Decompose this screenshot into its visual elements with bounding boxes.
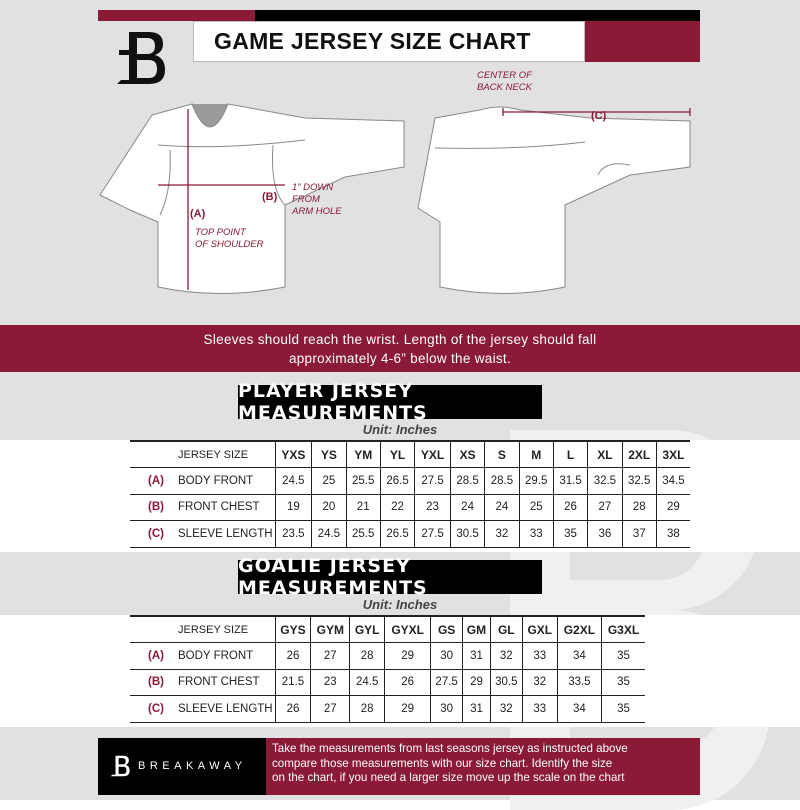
row-letter: (A) <box>148 474 164 487</box>
goalie-unit: Unit: Inches <box>362 597 438 612</box>
table-cell: 32 <box>490 643 522 670</box>
size-header: GS <box>431 616 463 643</box>
player-size-table <box>130 440 690 548</box>
size-header: YS <box>312 441 346 468</box>
size-header: YXL <box>415 441 451 468</box>
table-cell: 24 <box>485 494 519 521</box>
table-cell: 25 <box>312 468 346 495</box>
label-c: (C) <box>591 110 607 122</box>
table-cell: 23 <box>415 494 451 521</box>
row-label <box>130 643 275 670</box>
row-name: SLEEVE LENGTH <box>178 702 273 715</box>
table-cell: 38 <box>656 521 690 548</box>
table-cell: 24.5 <box>275 468 312 495</box>
table-cell: 26 <box>275 643 311 670</box>
table-cell: 32.5 <box>588 468 622 495</box>
label-b-note <box>292 182 342 218</box>
row-name: BODY FRONT <box>178 649 254 662</box>
table-cell: 29 <box>463 669 491 696</box>
table-cell: 19 <box>275 494 312 521</box>
header-label: JERSEY SIZE <box>178 623 249 636</box>
size-header: GM <box>463 616 491 643</box>
size-header: M <box>519 441 553 468</box>
table-cell: 28 <box>350 696 385 723</box>
row-letter: (C) <box>148 527 164 540</box>
table-cell: 27.5 <box>415 468 451 495</box>
table-cell: 29 <box>385 696 431 723</box>
size-header: S <box>485 441 519 468</box>
row-letter: (C) <box>148 702 164 715</box>
size-header: 3XL <box>656 441 690 468</box>
banner-line: approximately 4-6” below the waist. <box>288 351 512 366</box>
table-cell: 24.5 <box>312 521 346 548</box>
size-header: XS <box>450 441 484 468</box>
size-header: G2XL <box>557 616 601 643</box>
table-cell: 32 <box>490 696 522 723</box>
table-cell: 29 <box>656 494 690 521</box>
table-header-row <box>130 616 645 643</box>
table-cell: 29 <box>385 643 431 670</box>
note-line: OF SHOULDER <box>195 239 264 250</box>
size-header: L <box>553 441 587 468</box>
table-row <box>130 643 645 670</box>
size-header: G3XL <box>601 616 645 643</box>
size-header: XL <box>588 441 622 468</box>
table-cell: 30 <box>431 643 463 670</box>
table-row <box>130 521 690 548</box>
row-label <box>130 468 275 495</box>
banner-line: Sleeves should reach the wrist. Length of the jersey should fall <box>203 332 597 347</box>
table-cell: 34.5 <box>656 468 690 495</box>
table-cell: 25.5 <box>346 521 380 548</box>
footer-line: on the chart, if you need a larger size move up the scale on the chart <box>272 771 625 784</box>
table-cell: 33 <box>522 696 557 723</box>
table-cell: 30.5 <box>490 669 522 696</box>
note-line: 1” DOWN <box>292 182 334 193</box>
brand-name: BREAKAWAY <box>138 760 247 772</box>
row-name: FRONT CHEST <box>178 501 260 514</box>
table-cell: 26.5 <box>380 521 414 548</box>
page-title: GAME JERSEY SIZE CHART <box>193 21 585 62</box>
label-a: (A) <box>190 208 206 220</box>
row-letter: (B) <box>148 501 164 514</box>
table-cell: 26.5 <box>380 468 414 495</box>
table-cell: 27.5 <box>431 669 463 696</box>
back-jersey <box>418 107 690 294</box>
table-cell: 34 <box>557 643 601 670</box>
size-header: GYS <box>275 616 311 643</box>
row-letter: (B) <box>148 676 164 689</box>
footer-line: Take the measurements from last seasons jersey as instructed above <box>272 742 628 755</box>
size-header: YL <box>380 441 414 468</box>
table-cell: 31.5 <box>553 468 587 495</box>
table-cell: 35 <box>601 669 645 696</box>
table-cell: 27.5 <box>415 521 451 548</box>
table-cell: 23.5 <box>275 521 312 548</box>
table-cell: 26 <box>553 494 587 521</box>
note-line: BACK NECK <box>477 82 532 93</box>
table-cell: 27 <box>311 696 350 723</box>
table-cell: 26 <box>275 696 311 723</box>
table-cell: 30 <box>431 696 463 723</box>
footer-logo <box>110 748 132 784</box>
fit-guidance-banner <box>0 325 800 372</box>
size-header: GL <box>490 616 522 643</box>
note-line: CENTER OF <box>477 70 532 81</box>
table-cell: 25.5 <box>346 468 380 495</box>
table-cell: 34 <box>557 696 601 723</box>
table-row <box>130 696 645 723</box>
table-cell: 28 <box>350 643 385 670</box>
player-section-title: PLAYER JERSEY MEASUREMENTS <box>238 385 542 419</box>
table-cell: 30.5 <box>450 521 484 548</box>
table-cell: 31 <box>463 696 491 723</box>
label-c-note <box>477 70 532 94</box>
note-line: TOP POINT <box>195 227 246 238</box>
size-header: GXL <box>522 616 557 643</box>
table-cell: 26 <box>385 669 431 696</box>
row-letter: (A) <box>148 649 164 662</box>
row-label <box>130 696 275 723</box>
table-cell: 37 <box>622 521 656 548</box>
goalie-size-table <box>130 615 645 723</box>
table-header-row <box>130 441 690 468</box>
size-header: YXS <box>275 441 312 468</box>
note-line: ARM HOLE <box>292 206 342 217</box>
header-label: JERSEY SIZE <box>178 448 249 461</box>
player-unit: Unit: Inches <box>362 422 438 437</box>
front-jersey <box>100 104 404 294</box>
table-cell: 32.5 <box>622 468 656 495</box>
row-name: FRONT CHEST <box>178 676 260 689</box>
table-cell: 21.5 <box>275 669 311 696</box>
size-header: GYL <box>350 616 385 643</box>
table-row <box>130 468 690 495</box>
label-a-note <box>195 227 263 251</box>
row-label <box>130 494 275 521</box>
table-cell: 28 <box>622 494 656 521</box>
table-cell: 29.5 <box>519 468 553 495</box>
label-b: (B) <box>262 191 278 203</box>
footer-brand-block <box>98 738 266 795</box>
row-name: BODY FRONT <box>178 474 254 487</box>
table-cell: 33 <box>522 643 557 670</box>
jersey-diagram <box>0 0 800 320</box>
size-header: GYXL <box>385 616 431 643</box>
table-cell: 23 <box>311 669 350 696</box>
footer-line: compare those measurements with our size chart. Identify the size <box>272 756 613 770</box>
row-label <box>130 521 275 548</box>
table-cell: 36 <box>588 521 622 548</box>
table-cell: 31 <box>463 643 491 670</box>
row-label <box>130 669 275 696</box>
goalie-section-title: GOALIE JERSEY MEASUREMENTS <box>238 560 542 594</box>
table-cell: 21 <box>346 494 380 521</box>
note-line: FROM <box>292 194 320 205</box>
table-cell: 33 <box>519 521 553 548</box>
table-cell: 33.5 <box>557 669 601 696</box>
table-row <box>130 494 690 521</box>
size-header: YM <box>346 441 380 468</box>
table-row <box>130 669 645 696</box>
table-cell: 35 <box>601 696 645 723</box>
table-cell: 25 <box>519 494 553 521</box>
table-cell: 20 <box>312 494 346 521</box>
table-cell: 35 <box>601 643 645 670</box>
table-cell: 27 <box>588 494 622 521</box>
table-cell: 24 <box>450 494 484 521</box>
table-cell: 24.5 <box>350 669 385 696</box>
size-header: GYM <box>311 616 350 643</box>
row-name: SLEEVE LENGTH <box>178 527 273 540</box>
table-cell: 32 <box>522 669 557 696</box>
table-cell: 28.5 <box>485 468 519 495</box>
size-header: 2XL <box>622 441 656 468</box>
table-cell: 22 <box>380 494 414 521</box>
table-cell: 28.5 <box>450 468 484 495</box>
footer-instructions <box>266 738 700 795</box>
table-cell: 32 <box>485 521 519 548</box>
table-cell: 27 <box>311 643 350 670</box>
table-cell: 35 <box>553 521 587 548</box>
